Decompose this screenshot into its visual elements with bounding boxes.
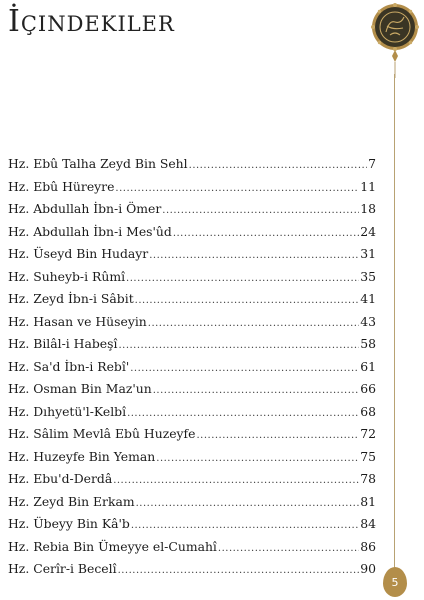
toc-entry-title: Hz. Übeyy Bin Kâ'b — [8, 516, 130, 531]
toc-entry-page: 81 — [360, 493, 376, 509]
toc-entry-title: Hz. Cerîr-i Becelî — [8, 561, 117, 576]
toc-entry[interactable] — [8, 359, 376, 382]
dot-leader — [156, 453, 359, 464]
dot-leader — [131, 520, 359, 531]
toc-entry-title: Hz. Huzeyfe Bin Yeman — [8, 448, 156, 464]
toc-entry-page: 11 — [360, 178, 376, 194]
toc-entry-page: 58 — [360, 336, 376, 351]
dot-leader — [118, 340, 359, 351]
toc-entry[interactable] — [8, 381, 376, 404]
toc-entry[interactable] — [8, 156, 376, 179]
dot-leader — [118, 565, 360, 576]
toc-entry-page: 41 — [360, 291, 376, 306]
toc-entry-page: 31 — [360, 246, 376, 261]
dot-leader — [130, 363, 359, 374]
toc-entry-title: Hz. Zeyd İbn-i Sâbit — [8, 291, 134, 306]
toc-entry-page: 61 — [360, 358, 376, 374]
dot-leader — [153, 385, 359, 396]
dot-leader — [162, 205, 359, 216]
dot-leader — [136, 498, 360, 509]
toc-entry[interactable] — [8, 269, 376, 292]
toc-entry-title: Hz. Sâlim Mevlâ Ebû Huzeyfe — [8, 426, 196, 441]
toc-entry-title: Hz. Üseyd Bin Hudayr — [8, 246, 149, 261]
toc-entry-page: 35 — [360, 268, 376, 284]
toc-entry-title: Hz. Ebu'd-Derdâ — [8, 471, 113, 486]
toc-entry-page: 68 — [360, 403, 376, 419]
toc-entry-page: 90 — [360, 561, 376, 576]
dot-leader — [173, 228, 359, 239]
toc-entry[interactable] — [8, 539, 376, 562]
dot-leader — [126, 273, 359, 284]
toc-entry[interactable] — [8, 291, 376, 314]
dot-leader — [135, 295, 360, 306]
toc-entry-title: Hz. Hasan ve Hüseyin — [8, 313, 147, 329]
toc-entry-title: Hz. Abdullah İbn-i Ömer — [8, 201, 162, 216]
decorative-vertical-line — [394, 74, 395, 570]
toc-entry-title: Hz. Ebû Hüreyre — [8, 178, 115, 194]
toc-entry-page: 78 — [360, 471, 376, 486]
dot-leader — [189, 160, 367, 171]
toc-entry[interactable] — [8, 179, 376, 202]
toc-entry-title: Hz. Ebû Talha Zeyd Bin Sehl — [8, 156, 188, 171]
toc-entry-page: 84 — [360, 516, 376, 531]
toc-entry-page: 72 — [360, 426, 376, 441]
toc-entry-title: Hz. Abdullah İbn-i Mes'ûd — [8, 223, 172, 239]
toc-entry[interactable] — [8, 246, 376, 269]
calligraphy-medallion-icon — [369, 0, 421, 78]
dot-leader — [115, 183, 359, 194]
dot-leader — [196, 430, 359, 441]
toc-entry-title: Hz. Bilâl-i Habeşî — [8, 336, 118, 351]
table-of-contents — [8, 156, 376, 584]
toc-entry-title: Hz. Zeyd Bin Erkam — [8, 493, 135, 509]
toc-entry[interactable] — [8, 561, 376, 584]
toc-entry[interactable] — [8, 404, 376, 427]
toc-entry[interactable] — [8, 516, 376, 539]
toc-entry-title: Hz. Rebia Bin Ümeyye el-Cumahî — [8, 538, 217, 554]
toc-entry-title: Hz. Osman Bin Maz'un — [8, 381, 152, 396]
dot-leader — [113, 475, 359, 486]
page-number-badge: 5 — [383, 567, 407, 597]
toc-entry[interactable] — [8, 426, 376, 449]
toc-entry-title: Hz. Sa'd İbn-i Rebî' — [8, 358, 130, 374]
toc-entry[interactable] — [8, 449, 376, 472]
toc-entry[interactable] — [8, 471, 376, 494]
toc-entry-page: 86 — [360, 538, 376, 554]
toc-entry[interactable] — [8, 201, 376, 224]
toc-entry-page: 7 — [368, 156, 376, 171]
dot-leader — [149, 250, 359, 261]
toc-entry[interactable] — [8, 494, 376, 517]
toc-entry[interactable] — [8, 336, 376, 359]
toc-entry-page: 24 — [360, 223, 376, 239]
toc-entry-title: Hz. Dıhyetü'l-Kelbî — [8, 403, 127, 419]
toc-entry[interactable] — [8, 314, 376, 337]
toc-entry[interactable] — [8, 224, 376, 247]
toc-entry-title: Hz. Suheyb-i Rûmî — [8, 268, 126, 284]
toc-entry-page: 66 — [360, 381, 376, 396]
dot-leader — [148, 318, 359, 329]
toc-entry-page: 75 — [360, 448, 376, 464]
toc-entry-page: 18 — [360, 201, 376, 216]
dot-leader — [127, 408, 359, 419]
dot-leader — [218, 543, 359, 554]
toc-entry-page: 43 — [360, 313, 376, 329]
page-title: İçindekiler — [8, 4, 175, 39]
